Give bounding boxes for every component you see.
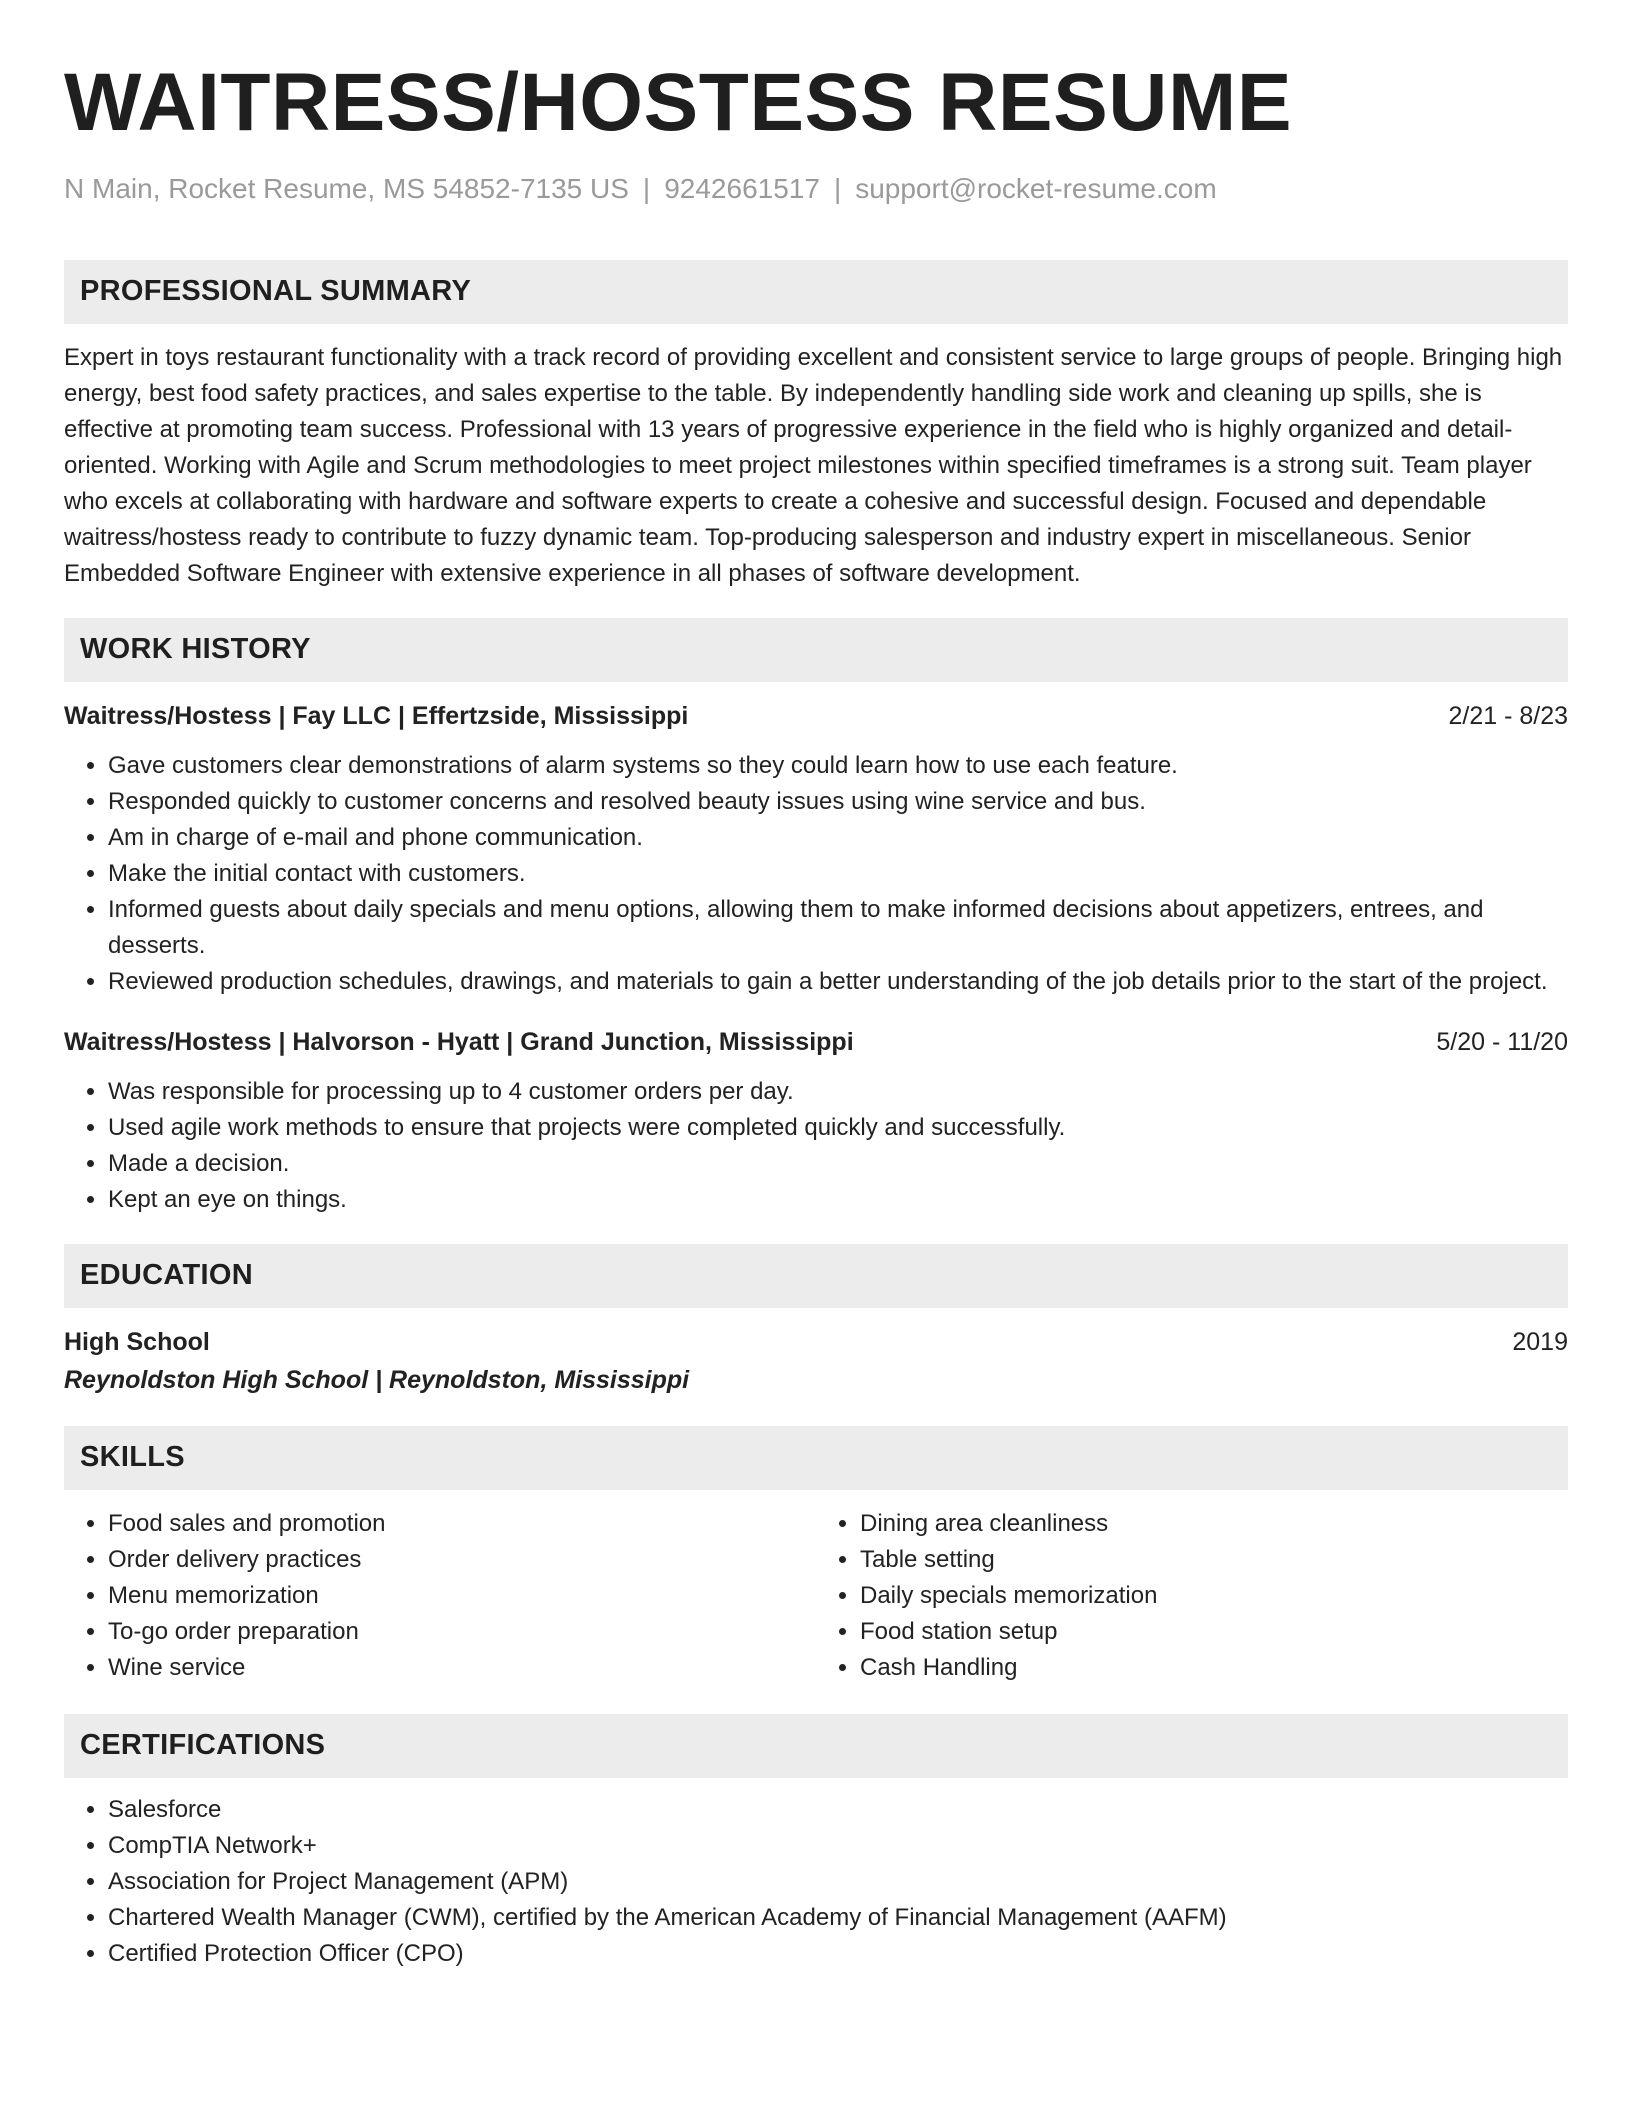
list-item: • Kept an eye on things.	[108, 1182, 1568, 1218]
list-item: • Cash Handling	[860, 1650, 1568, 1686]
summary-text: Expert in toys restaurant functionality with a track record of providing excellent and consistent service to large groups of people. Bringing high energy, best food safety practices, and sales expertise to the table. By independently handling side work and cleaning up spills, she is effective at promoting team success. Professional with 13 years of progressive experience in the field who is highly organized and detail-oriented. Working with Agile and Scrum methodologies to meet project milestones within specified timeframes is a strong suit. Team player who excels at collaborating with hardware and software experts to create a cohesive and successful design. Focused and dependable waitress/hostess ready to contribute to fuzzy dynamic team. Top-producing salesperson and industry expert in miscellaneous. Senior Embedded Software Engineer with extensive experience in all phases of software development.	[64, 343, 1563, 587]
contact-line	[64, 172, 1568, 206]
section-header-summary: PROFESSIONAL SUMMARY	[64, 260, 1568, 324]
job-bullets	[64, 748, 1568, 1000]
job-entry	[64, 1024, 1568, 1218]
job-dates: 5/20 - 11/20	[1436, 1027, 1568, 1056]
job-title: Waitress/Hostess | Fay LLC | Effertzside, Mississippi	[64, 701, 689, 730]
education-header	[64, 1324, 1568, 1360]
job-entry	[64, 698, 1568, 1000]
list-item: • Am in charge of e-mail and phone communication.	[108, 820, 1568, 856]
job-title: Waitress/Hostess | Halvorson - Hyatt | Grand Junction, Mississippi	[64, 1027, 854, 1056]
list-item: • Wine service	[108, 1650, 816, 1686]
list-item: • To-go order preparation	[108, 1614, 816, 1650]
contact-email: support@rocket-resume.com	[855, 173, 1217, 204]
section-header-skills: SKILLS	[64, 1426, 1568, 1490]
job-dates: 2/21 - 8/23	[1448, 701, 1568, 730]
list-item: • Was responsible for processing up to 4 customer orders per day.	[108, 1074, 1568, 1110]
contact-address: N Main, Rocket Resume, MS 54852-7135 US	[64, 173, 629, 204]
list-item: • Gave customers clear demonstrations of alarm systems so they could learn how to use each feature.	[108, 748, 1568, 784]
list-item: • Menu memorization	[108, 1578, 816, 1614]
list-item: • Salesforce	[108, 1792, 1568, 1828]
list-item: • Order delivery practices	[108, 1542, 816, 1578]
certifications-list	[64, 1792, 1568, 1972]
list-item: • CompTIA Network+	[108, 1828, 1568, 1864]
contact-separator: |	[833, 173, 842, 204]
contact-separator: |	[642, 173, 651, 204]
list-item: • Table setting	[860, 1542, 1568, 1578]
list-item: • Food sales and promotion	[108, 1506, 816, 1542]
skills-grid	[64, 1506, 1568, 1686]
list-item: • Responded quickly to customer concerns and resolved beauty issues using wine service and bus.	[108, 784, 1568, 820]
skills-column-left	[64, 1506, 816, 1686]
list-item: • Association for Project Management (APM)	[108, 1864, 1568, 1900]
job-bullets	[64, 1074, 1568, 1218]
list-item: • Dining area cleanliness	[860, 1506, 1568, 1542]
job-header	[64, 698, 1568, 734]
list-item: • Used agile work methods to ensure that projects were completed quickly and successfully.	[108, 1110, 1568, 1146]
list-item: • Made a decision.	[108, 1146, 1568, 1182]
contact-phone: 9242661517	[664, 173, 820, 204]
education-year: 2019	[1512, 1327, 1568, 1356]
list-item: • Reviewed production schedules, drawings, and materials to gain a better understanding of the job details prior to the start of the project.	[108, 964, 1568, 1000]
section-header-work-history: WORK HISTORY	[64, 618, 1568, 682]
list-item: • Make the initial contact with customers.	[108, 856, 1568, 892]
resume-title: WAITRESS/HOSTESS RESUME	[64, 57, 1293, 148]
list-item: • Chartered Wealth Manager (CWM), certified by the American Academy of Financial Management (AAFM)	[108, 1900, 1568, 1936]
education-degree: High School	[64, 1327, 210, 1356]
section-header-certifications: CERTIFICATIONS	[64, 1714, 1568, 1778]
list-item: • Informed guests about daily specials and menu options, allowing them to make informed decisions about appetizers, entrees, and desserts.	[108, 892, 1568, 964]
section-header-education: EDUCATION	[64, 1244, 1568, 1308]
list-item: • Daily specials memorization	[860, 1578, 1568, 1614]
skills-column-right	[816, 1506, 1568, 1686]
list-item: • Certified Protection Officer (CPO)	[108, 1936, 1568, 1972]
job-header	[64, 1024, 1568, 1060]
education-school: Reynoldston High School | Reynoldston, Mississippi	[64, 1365, 690, 1394]
list-item: • Food station setup	[860, 1614, 1568, 1650]
